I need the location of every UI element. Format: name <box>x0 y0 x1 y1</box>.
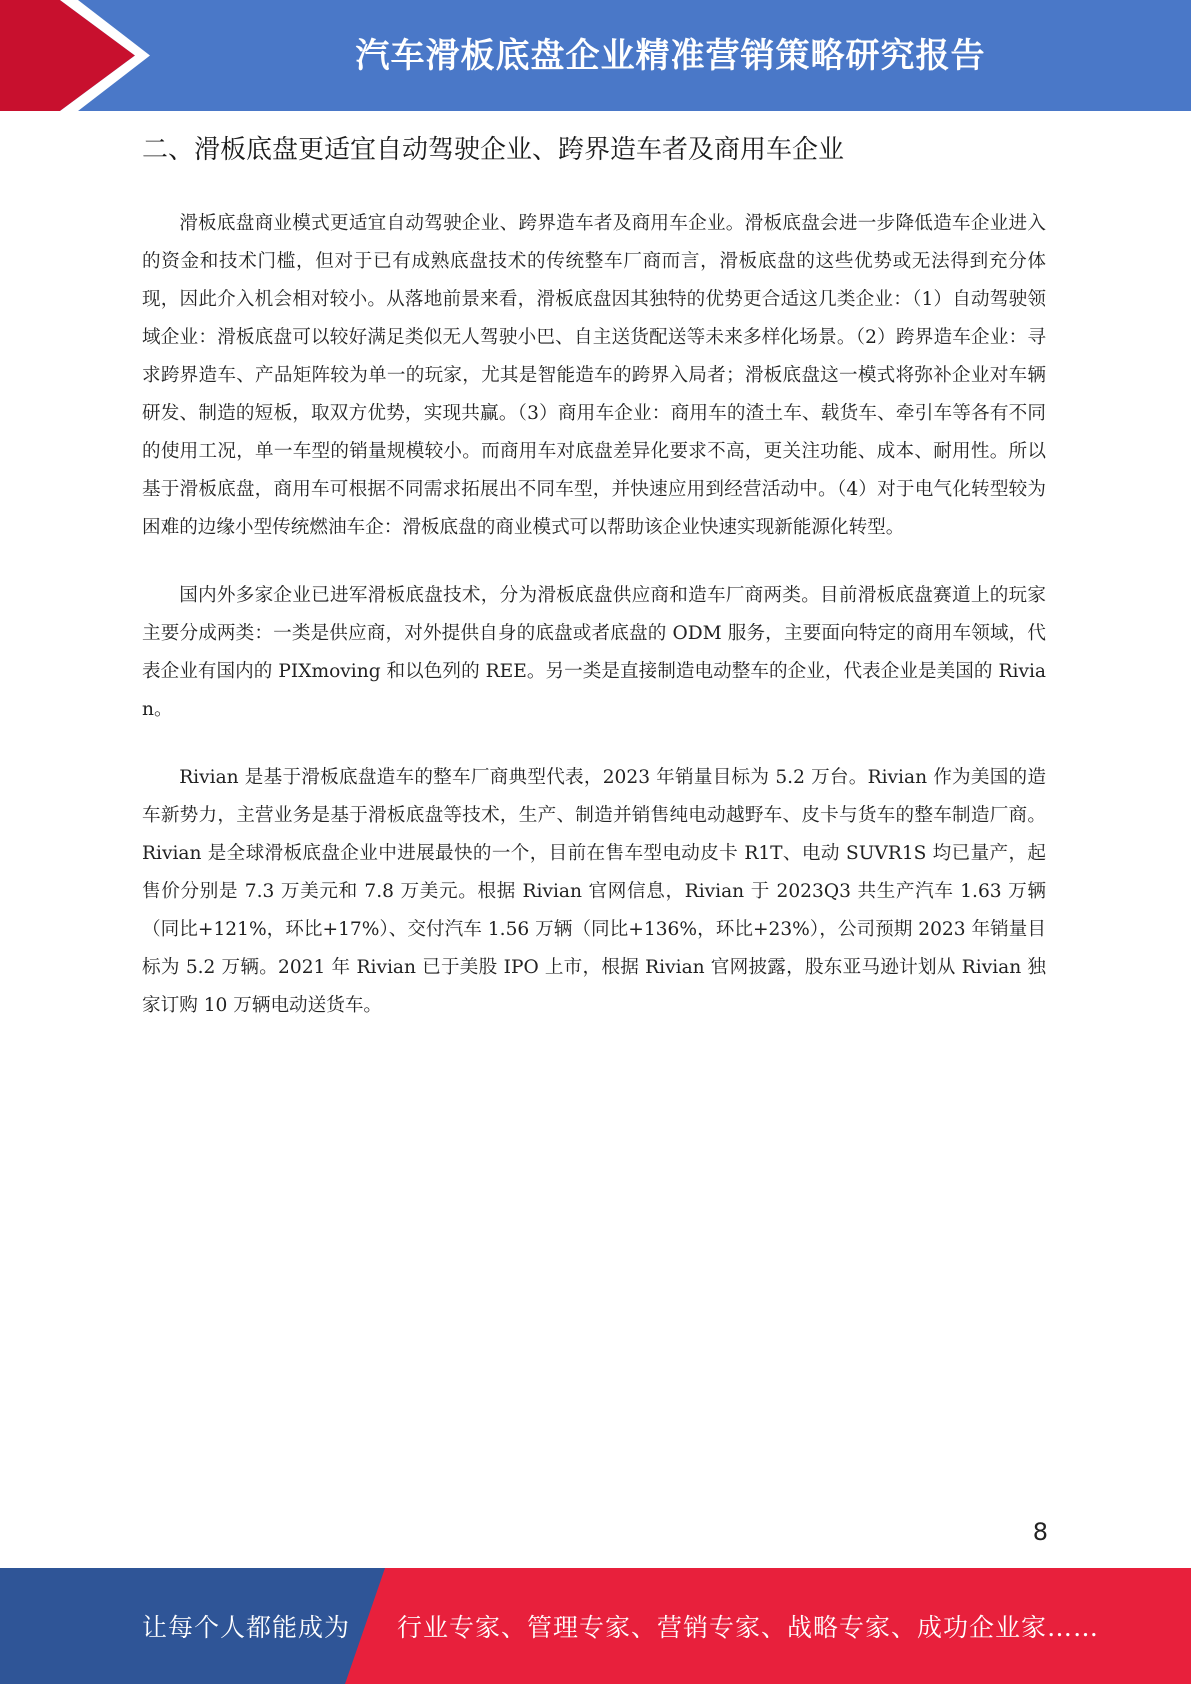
paragraph: Rivian 是基于滑板底盘造车的整车厂商典型代表，2023 年销量目标为 5.2 万台。Rivian 作为美国的造车新势力，主营业务是基于滑板底盘等技术，生产、制造并销售纯电动越野车、皮卡与货车的整车制造厂商。Rivian 是全球滑板底盘企业中进展最快的一个，目前在售车型电动皮卡 R1T、电动 SUVR1S 均已量产，起售价分别是 7.3 万美元和 7.8 万美元。根据 Rivian 官网信息，Rivian 于 2023Q3 共生产汽车 1.63 万辆（同比+121%，环比+17%）、交付汽车 1.56 万辆（同比+136%，环比+23%），公司预期 2023 年销量目标为 5.2 万辆。2021 年 Rivian 已于美股 IPO 上市，根据 Rivian 官网披露，股东亚马逊计划从 Rivian 独家订购 10 万辆电动送货车。 <box>142 767 1046 1016</box>
paragraph: 滑板底盘商业模式更适宜自动驾驶企业、跨界造车者及商用车企业。滑板底盘会进一步降低造车企业进入的资金和技术门槛，但对于已有成熟底盘技术的传统整车厂商而言，滑板底盘的这些优势或无法得到充分体现，因此介入机会相对较小。从落地前景来看，滑板底盘因其独特的优势更合适这几类企业：（1）自动驾驶领域企业：滑板底盘可以较好满足类似无人驾驶小巴、自主送货配送等未来多样化场景。（2）跨界造车企业：寻求跨界造车、产品矩阵较为单一的玩家，尤其是智能造车的跨界入局者；滑板底盘这一模式将弥补企业对车辆研发、制造的短板，取双方优势，实现共赢。（3）商用车企业：商用车的渣土车、载货车、牵引车等各有不同的使用工况，单一车型的销量规模较小。而商用车对底盘差异化要求不高，更关注功能、成本、耐用性。所以基于滑板底盘，商用车可根据不同需求拓展出不同车型，并快速应用到经营活动中。（4）对于电气化转型较为困难的边缘小型传统燃油车企：滑板底盘的商业模式可以帮助该企业快速实现新能源化转型。 <box>142 213 1046 538</box>
footer-banner <box>0 1568 1191 1684</box>
paragraph: 国内外多家企业已进军滑板底盘技术，分为滑板底盘供应商和造车厂商两类。目前滑板底盘赛道上的玩家主要分成两类：一类是供应商，对外提供自身的底盘或者底盘的 ODM 服务，主要面向特定的商用车领域，代表企业有国内的 PIXmoving 和以色列的 REE。另一类是直接制造电动整车的企业，代表企业是美国的 Rivian。 <box>142 585 1046 720</box>
page-number: 8 <box>1032 1518 1048 1546</box>
footer-slogan-right: 行业专家、管理专家、营销专家、战略专家、成功企业家…… <box>397 1613 1100 1642</box>
footer-slogan-left: 让每个人都能成为 <box>142 1613 351 1642</box>
header-bar <box>0 0 1191 111</box>
section-heading: 二、滑板底盘更适宜自动驾驶企业、跨界造车者及商用车企业 <box>142 135 845 165</box>
chevron-arrow-icon <box>0 0 160 111</box>
report-title: 汽车滑板底盘企业精准营销策略研究报告 <box>355 35 986 76</box>
body-content <box>142 205 1046 1055</box>
